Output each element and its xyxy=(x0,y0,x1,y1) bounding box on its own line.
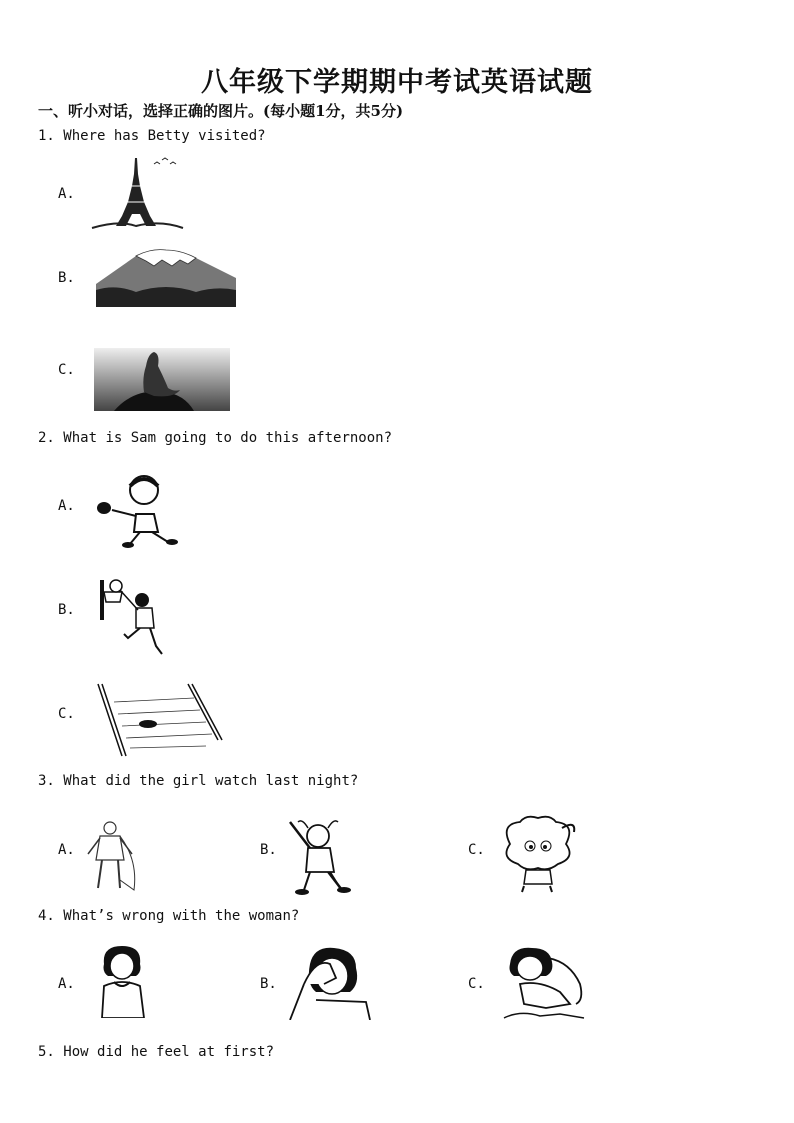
option-label[interactable]: C. xyxy=(58,362,75,378)
question-text: What’s wrong with the woman? xyxy=(63,908,300,924)
headache-woman-icon[interactable] xyxy=(286,944,372,1020)
page-title: 八年级下学期期中考试英语试题 xyxy=(201,67,593,98)
question-number: 3. xyxy=(38,773,55,789)
option-label[interactable]: A. xyxy=(58,842,75,858)
option-label[interactable]: C. xyxy=(468,842,485,858)
question-number: 2. xyxy=(38,430,55,446)
question-5 xyxy=(38,1044,274,1060)
mount-fuji-icon[interactable] xyxy=(96,244,236,307)
question-number: 4. xyxy=(38,908,55,924)
option-label[interactable]: B. xyxy=(260,976,277,992)
question-3 xyxy=(38,773,358,789)
option-label[interactable]: C. xyxy=(58,706,75,722)
question-text: What did the girl watch last night? xyxy=(63,773,359,789)
option-label[interactable]: C. xyxy=(468,976,485,992)
option-label[interactable]: B. xyxy=(260,842,277,858)
option-label[interactable]: A. xyxy=(58,976,75,992)
question-2 xyxy=(38,430,392,446)
question-number: 1. xyxy=(38,128,55,144)
superman-icon[interactable] xyxy=(80,820,142,892)
little-mermaid-statue-icon[interactable] xyxy=(94,348,230,411)
question-1 xyxy=(38,128,266,144)
stomachache-woman-icon[interactable] xyxy=(500,944,586,1024)
question-text: What is Sam going to do this afternoon? xyxy=(63,430,393,446)
question-number: 5. xyxy=(38,1044,55,1060)
question-text: Where has Betty visited? xyxy=(63,128,266,144)
question-text: How did he feel at first? xyxy=(63,1044,275,1060)
option-label[interactable]: B. xyxy=(58,270,75,286)
section-heading: 一、听小对话，选择正确的图片。(每小题1分，共5分) xyxy=(38,102,404,120)
pleasant-goat-icon[interactable] xyxy=(496,814,580,894)
table-tennis-boy-icon[interactable] xyxy=(92,470,192,550)
basketball-player-icon[interactable] xyxy=(96,576,166,658)
swimming-pool-icon[interactable] xyxy=(94,682,224,758)
option-label[interactable]: A. xyxy=(58,498,75,514)
eiffel-tower-icon[interactable] xyxy=(90,156,185,230)
sore-throat-woman-icon[interactable] xyxy=(92,942,154,1018)
option-label[interactable]: A. xyxy=(58,186,75,202)
option-label[interactable]: B. xyxy=(58,602,75,618)
monkey-king-icon[interactable] xyxy=(286,818,356,896)
question-4 xyxy=(38,908,299,924)
